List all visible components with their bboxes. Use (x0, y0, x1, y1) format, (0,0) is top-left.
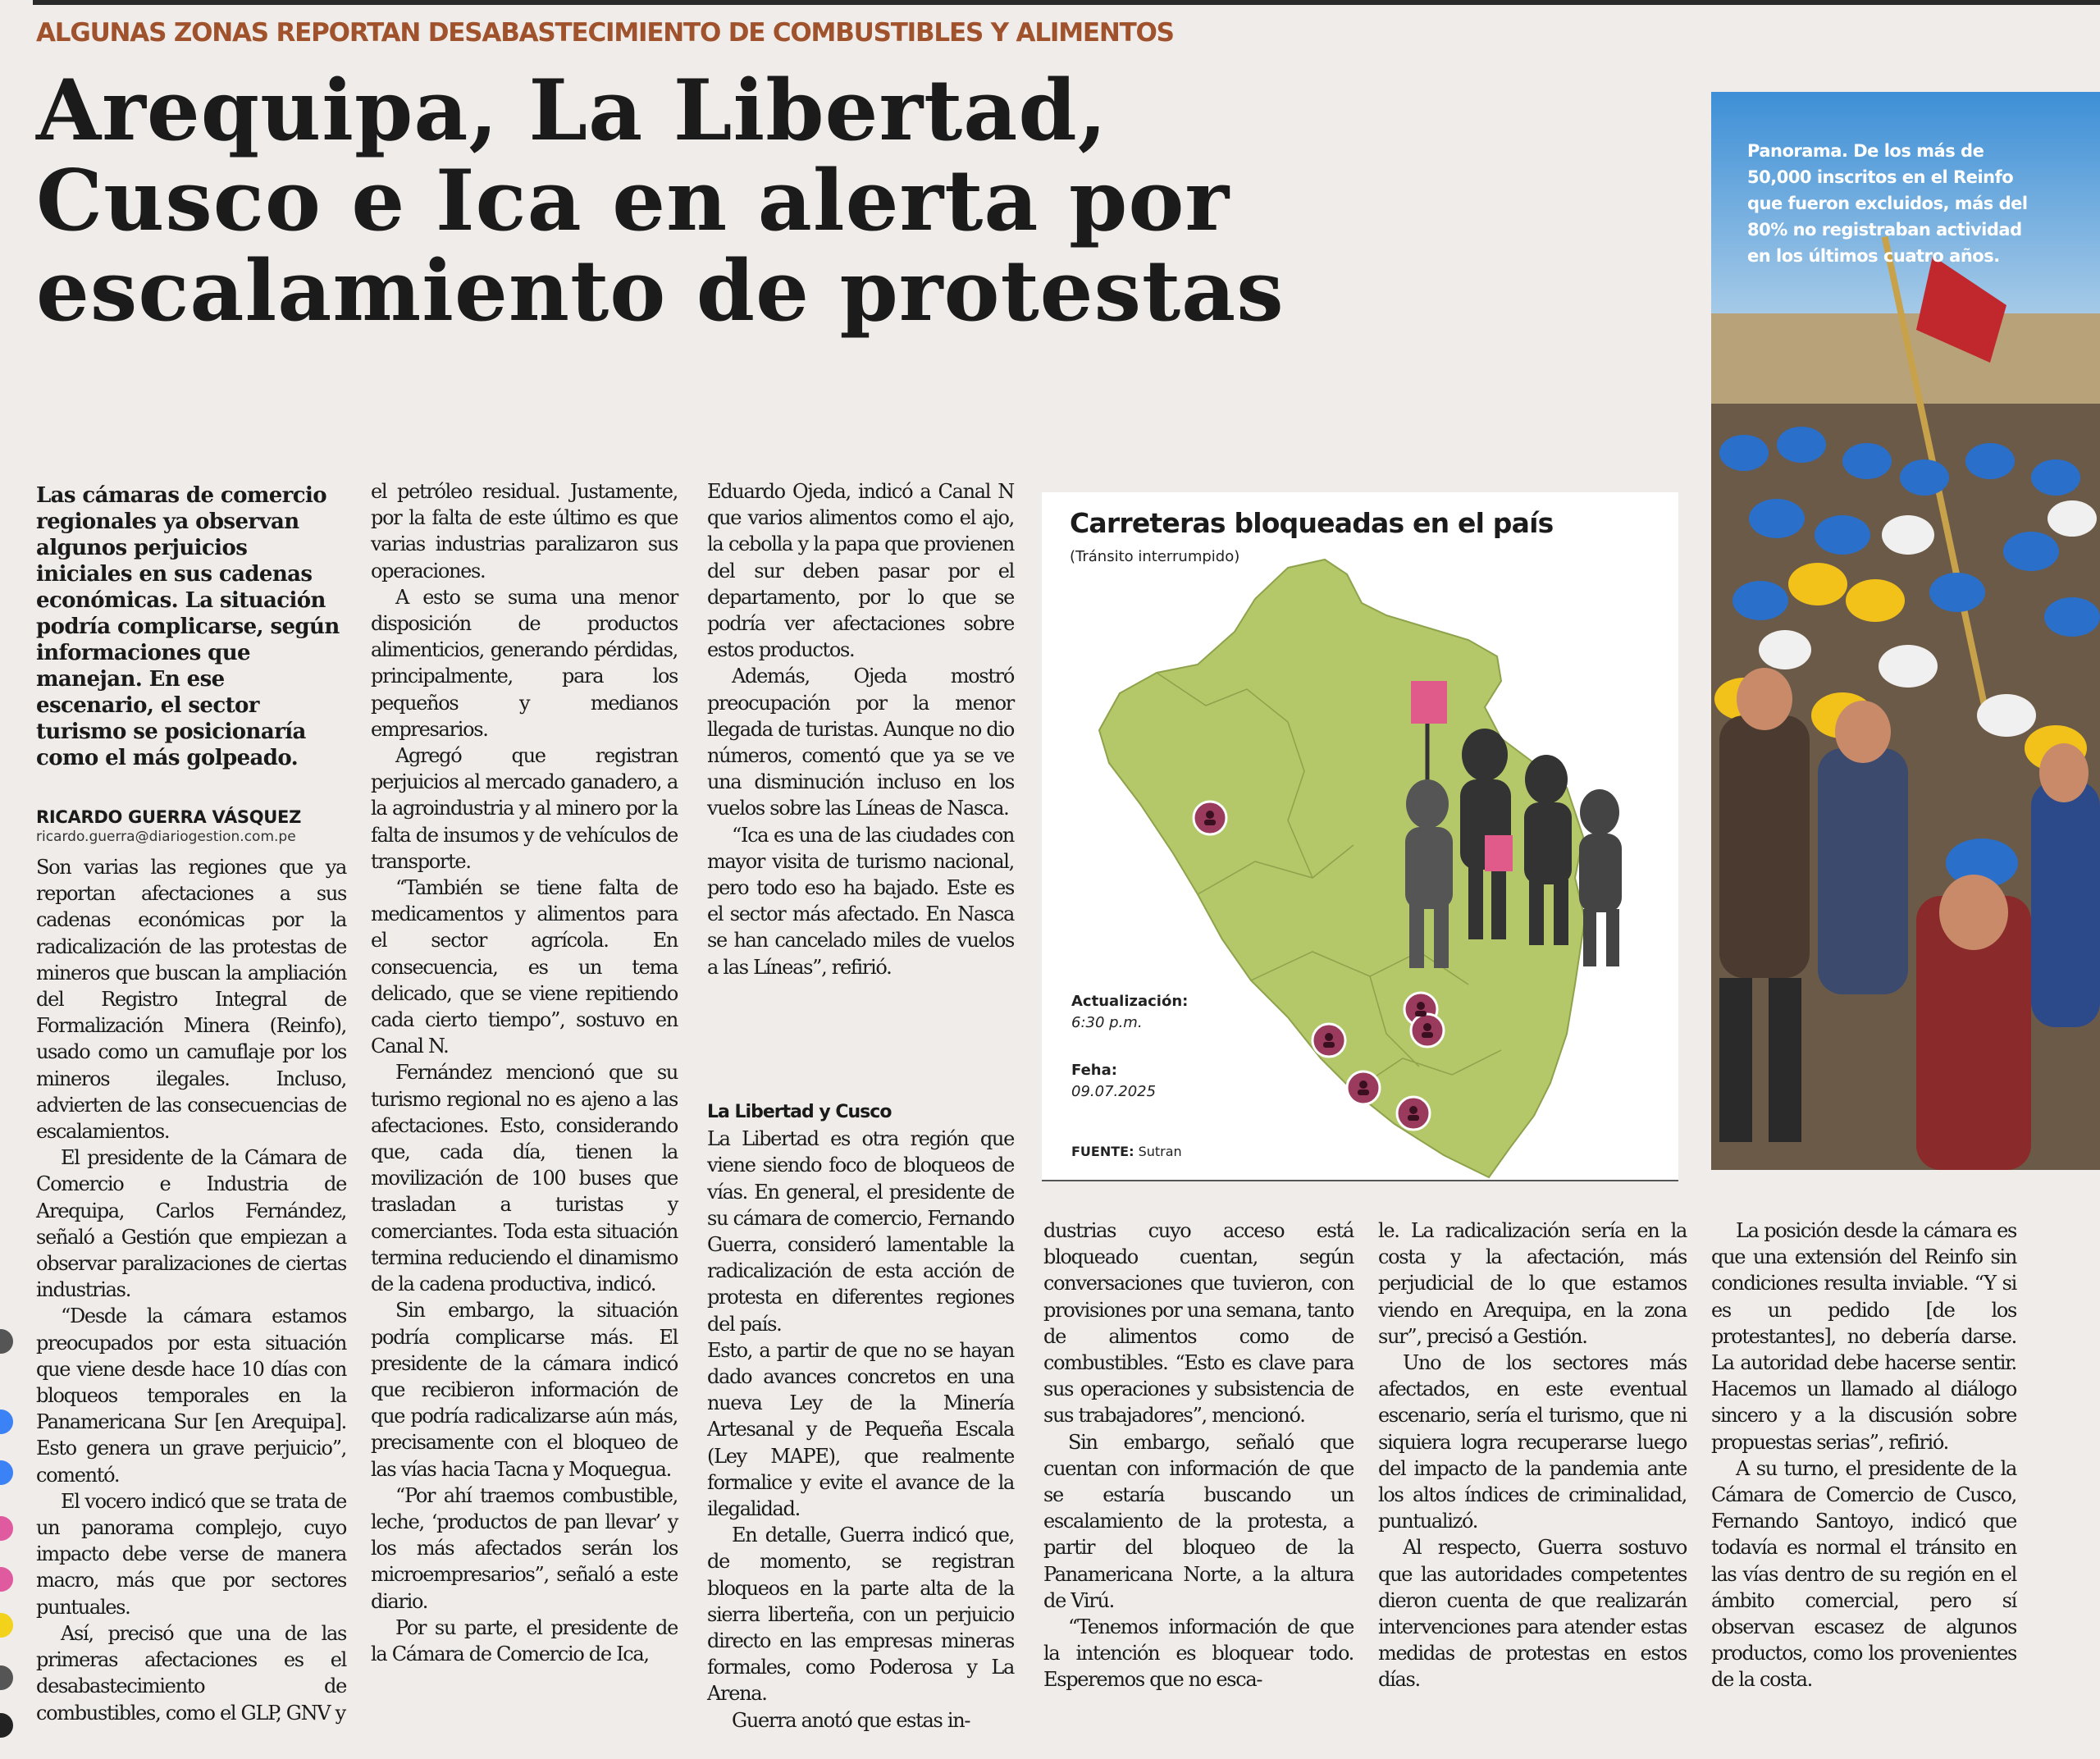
byline-email: ricardo.guerra@diariogestion.com.pe (36, 829, 296, 845)
print-mark (0, 1613, 13, 1638)
map-source (1071, 1144, 1182, 1159)
blocked-roads-map (1042, 492, 1678, 1181)
paragraph: Así, precisó que una de las primeras afectaciones es el desabastecimiento de combustibles, como el GLP, GNV y (36, 1621, 346, 1725)
subheading: La Libertad y Cusco (707, 1102, 892, 1122)
paragraph: Eduardo Ojeda, indicó a Canal N que varios alimentos como el ajo, la cebolla y la papa que provienen del sur deben pasar por el departamento, por lo que se podría ver afectaciones sobre estos productos. (707, 480, 1014, 662)
paragraph: Esto, a partir de que no se hayan dado avances concretos en una nueva Ley de la Minería Artesanal y de Pequeña Escala (Ley MAPE), que realmente formalice y evite el avance de la ilegalidad. (707, 1338, 1014, 1521)
paragraph: En detalle, Guerra indicó que, de momento, se registran bloqueos en la parte alta de la sierra liberteña, con un perjuicio directo en las empresas mineras formales, como Poderosa y La Arena. (707, 1524, 1014, 1706)
paragraph: Uno de los sectores más afectados, en este eventual escenario, sería el turismo, que ni siquiera logra recuperarse luego del impacto de la pandemia ante los altos índices de criminalidad, puntualizó. (1378, 1351, 1687, 1533)
print-mark (0, 1460, 13, 1485)
print-mark (0, 1567, 13, 1592)
print-mark (0, 1713, 13, 1738)
article-column-1 (36, 854, 346, 1726)
paragraph: Sin embargo, la situación podría complicarse más. El presidente de la cámara indicó que recibieron información de que podría radicalizarse aún más, precisamente con el bloqueo de las vías hacia Tacna y Moquegua. (371, 1299, 678, 1481)
paragraph: Agregó que registran perjuicios al mercado ganadero, a la agroindustria y al minero por la falta de insumos y de vehículos de transporte. (371, 744, 678, 873)
paragraph: “También se tiene falta de medicamentos y alimentos para el sector agrícola. En consecuencia, es un tema delicado, que se viene repitiendo cada cierto tiempo”, sostuvo en Canal N. (371, 876, 678, 1058)
paragraph: Son varias las regiones que ya reportan afectaciones a sus cadenas económicas por la radicalización de las protestas de mineros que buscan la ampliación del Registro Integral de Formalización Minera (Reinfo), usado como un camuflaje por los mineros ilegales. Incluso, advierten de las consecuencias de escalamientos. (36, 856, 346, 1144)
headline-line-2: Cusco e Ica en alerta por (36, 152, 1230, 250)
map-title: Carreteras bloqueadas en el país (1070, 507, 1554, 539)
date-value: 09.07.2025 (1071, 1083, 1157, 1100)
lead-paragraph: Las cámaras de comercio regionales ya observan algunos perjuicios iniciales en sus cadenas económicas. La situación podría complicarse, según informaciones que manejan. En ese escenario, el sector turismo se posicionaría como el más golpeado. (36, 483, 340, 770)
top-rule (33, 0, 2100, 5)
paragraph: el petróleo residual. Justamente, por la falta de este último es que varias industrias paralizaron sus operaciones. (371, 480, 678, 583)
paragraph: El vocero indicó que se trata de un panorama complejo, cuyo impacto debe verse de manera macro, más que por sectores puntuales. (36, 1489, 346, 1619)
article-column-3 (707, 478, 1014, 980)
paragraph: Al respecto, Guerra sostuvo que las autoridades competentes dieron cuenta de que realizarán intervenciones para atender estas medidas de protestas en estos días. (1378, 1536, 1687, 1692)
caption-text: De los más de 50,000 inscritos en el Reinfo que fueron excluidos, más del 80% no registraban actividad en los últimos cuatro años. (1747, 141, 2028, 266)
paragraph: le. La radicalización sería en la costa y la afectación, más perjudicial de lo que estamos viendo en Arequipa, en la zona sur”, precisó a Gestión. (1378, 1219, 1687, 1348)
date-label (1071, 1062, 1117, 1079)
source-label: FUENTE: (1071, 1144, 1134, 1159)
print-mark (0, 1516, 13, 1541)
article-column-4 (1043, 1218, 1354, 1693)
protest-photo (1711, 92, 2100, 1170)
paragraph: Por su parte, el presidente de la Cámara de Comercio de Ica, (371, 1615, 678, 1665)
source-value: Sutran (1138, 1144, 1182, 1159)
update-value: 6:30 p.m. (1071, 1014, 1143, 1031)
article-column-6 (1711, 1218, 2016, 1693)
paragraph: La posición desde la cámara es que una extensión del Reinfo sin condiciones resulta inviable. “Y si es un pedido [de los protestantes], no debería darse. La autoridad debe hacerse sentir. Hacemos un llamado al diálogo sincero y a la discusión sobre propuestas serias”, refirió. (1711, 1219, 2016, 1454)
paragraph: “Tenemos información de que la intención es bloquear todo. Esperemos que no esca- (1043, 1615, 1354, 1692)
headline-line-1: Arequipa, La Libertad, (36, 62, 1108, 160)
print-mark (0, 1329, 13, 1354)
article-column-2 (371, 478, 678, 1667)
paragraph: dustrias cuyo acceso está bloqueado cuentan, según conversaciones que tuvieron, con provisiones por una semana, tanto de alimentos como de combustibles. “Esto es clave para sus operaciones y subsistencia de sus trabajadores”, mencionó. (1043, 1219, 1354, 1428)
article-column-3-section (707, 1096, 1014, 1734)
caption-label: Panorama. (1747, 141, 1848, 161)
update-label-text: Actualización: (1071, 993, 1189, 1010)
headline (36, 62, 1472, 340)
byline-author: RICARDO GUERRA VÁSQUEZ (36, 807, 302, 827)
article-column-5 (1378, 1218, 1687, 1693)
kicker: ALGUNAS ZONAS REPORTAN DESABASTECIMIENTO DE COMBUSTIBLES Y ALIMENTOS (36, 18, 1174, 48)
paragraph: A su turno, el presidente de la Cámara de Comercio de Cusco, Fernando Santoyo, indicó que todavía es normal el tránsito en las vías dentro de su región en el ámbito comercial, pero sí observan escasez de algunos productos, como los provenientes de la costa. (1711, 1456, 2016, 1692)
date-label-text: Feha: (1071, 1062, 1117, 1079)
photo-caption (1747, 138, 2043, 269)
headline-line-3: escalamiento de protestas (36, 242, 1285, 340)
paragraph: Sin embargo, señaló que cuentan con información de que se estaría buscando un escalamiento de la protesta, a partir del bloqueo de la Panamericana Norte, a la altura de Virú. (1043, 1430, 1354, 1612)
print-mark (0, 1665, 13, 1690)
paragraph: Fernández mencionó que su turismo regional no es ajeno a las afectaciones. Esto, considerando que, cada día, tienen la movilización de 100 buses que trasladan a turistas y comerciantes. Toda esta situación termina reduciendo el dinamismo de la cadena productiva, indicó. (371, 1061, 678, 1296)
paragraph: Además, Ojeda mostró preocupación por la menor llegada de turistas. Aunque no dio números, comentó que ya se ve una disminución incluso en los vuelos sobre las Líneas de Nasca. (707, 665, 1014, 820)
paragraph: La Libertad es otra región que viene siendo foco de bloqueos de vías. En general, el presidente de su cámara de comercio, Fernando Guerra, consideró lamentable la radicalización de esta acción de protesta en diferentes regiones del país. (707, 1127, 1014, 1336)
paragraph: “Por ahí traemos combustible, leche, ‘productos de pan llevar’ y los más afectados serán los microempresarios”, señaló a este diario. (371, 1483, 678, 1613)
peru-map-graphic (1042, 492, 1678, 1180)
paragraph: “Desde la cámara estamos preocupados por esta situación que viene desde hace 10 días con bloqueos temporales en la Panamericana Sur [en Arequipa]. Esto genera un grave perjuicio”, comentó. (36, 1304, 346, 1487)
paragraph: “Ica es una de las ciudades con mayor visita de turismo nacional, pero todo eso ha bajado. Este es el sector más afectado. En Nasca se han cancelado miles de vuelos a las Líneas”, refirió. (707, 823, 1014, 979)
map-subtitle: (Tránsito interrumpido) (1070, 548, 1240, 565)
print-mark (0, 1409, 13, 1434)
update-label (1071, 993, 1188, 1010)
paragraph: El presidente de la Cámara de Comercio e Industria de Arequipa, Carlos Fernández, señaló a Gestión que empiezan a observar paralizaciones de ciertas industrias. (36, 1146, 346, 1302)
paragraph: A esto se suma una menor disposición de productos alimenticios, generando pérdidas, principalmente, para los pequeños y medianos empresarios. (371, 585, 678, 741)
paragraph: Guerra anotó que estas in- (732, 1708, 970, 1732)
